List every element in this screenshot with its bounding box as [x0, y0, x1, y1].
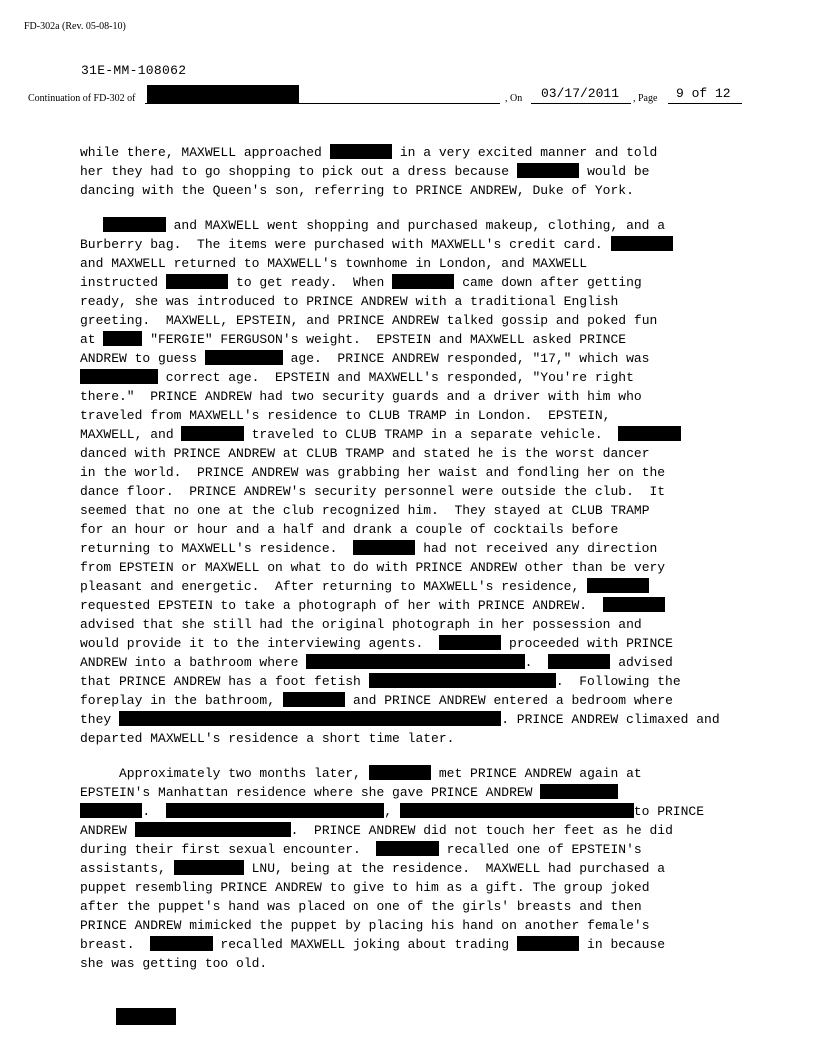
text-run — [80, 218, 103, 233]
text-run: ready, she was introduced to PRINCE ANDREW with a traditional English — [80, 294, 619, 309]
text-run: after the puppet's hand was placed on one of the girls' breasts and then — [80, 899, 642, 914]
text-run: in because — [579, 937, 666, 952]
text-run: pleasant and energetic. After returning to MAXWELL's residence, — [80, 579, 588, 594]
text-run: in the world. PRINCE ANDREW was grabbing her waist and fondling her on the — [80, 465, 666, 480]
redaction-block — [103, 331, 142, 346]
text-run: recalled one of EPSTEIN's — [438, 842, 642, 857]
paragraph — [80, 216, 745, 748]
text-run: recalled MAXWELL joking about trading — [212, 937, 517, 952]
text-run: PRINCE ANDREW mimicked the puppet by placing his hand on another female's — [80, 918, 650, 933]
redaction-block — [147, 85, 299, 103]
redaction-block — [150, 936, 212, 951]
text-run: Burberry bag. The items were purchased with MAXWELL's credit card. — [80, 237, 611, 252]
page-label: , Page — [633, 93, 658, 104]
text-run: LNU, being at the residence. MAXWELL had purchased a — [243, 861, 666, 876]
text-run: ANDREW into a bathroom where — [80, 655, 307, 670]
redaction-block — [80, 369, 158, 384]
redaction-block — [439, 635, 501, 650]
report-body — [80, 143, 745, 989]
text-run: and PRINCE ANDREW entered a bedroom where — [345, 693, 673, 708]
redaction-block — [369, 673, 556, 688]
text-run: to get ready. When — [228, 275, 393, 290]
text-run: EPSTEIN's Manhattan residence where she gave PRINCE ANDREW — [80, 785, 541, 800]
text-run: proceeded with PRINCE — [501, 636, 673, 651]
redaction-block — [392, 274, 454, 289]
text-run: would provide it to the interviewing agents. — [80, 636, 439, 651]
text-run: . — [142, 804, 166, 819]
redaction-block — [369, 765, 431, 780]
subject-underline — [145, 103, 500, 104]
paragraph — [80, 143, 745, 200]
page-underline — [668, 103, 742, 104]
redaction-block — [376, 841, 438, 856]
redaction-block — [119, 711, 501, 726]
text-run: danced with PRINCE ANDREW at CLUB TRAMP and stated he is the worst dancer — [80, 446, 650, 461]
text-run: traveled from MAXWELL's residence to CLUB TRAMP in London. EPSTEIN, — [80, 408, 611, 423]
on-label: , On — [505, 93, 523, 104]
text-run: she was getting too old. — [80, 956, 268, 971]
text-run: age. PRINCE ANDREW responded, "17," which was — [282, 351, 650, 366]
text-run: would be — [579, 164, 650, 179]
redaction-block — [166, 274, 228, 289]
redaction-block — [400, 803, 634, 818]
redaction-block — [205, 350, 283, 365]
redaction-block — [166, 803, 384, 818]
date-underline — [531, 103, 631, 104]
text-run: advised that she still had the original photograph in her possession and — [80, 617, 642, 632]
text-run: and MAXWELL went shopping and purchased makeup, clothing, and a — [165, 218, 666, 233]
text-run: instructed — [80, 275, 166, 290]
text-run: dance floor. PRINCE ANDREW's security personnel were outside the club. It — [80, 484, 666, 499]
text-run: from EPSTEIN or MAXWELL on what to do with PRINCE ANDREW other than be very — [80, 560, 666, 575]
text-run: breast. — [80, 937, 151, 952]
text-run: to PRINCE — [633, 804, 705, 819]
redaction-block — [540, 784, 618, 799]
text-run: ANDREW to guess — [80, 351, 205, 366]
text-run: came down after getting — [454, 275, 642, 290]
redaction-block — [330, 144, 392, 159]
text-run: at — [80, 332, 104, 347]
file-number: 31E-MM-108062 — [81, 63, 187, 78]
text-run: there." PRINCE ANDREW had two security guards and a driver with him who — [80, 389, 642, 404]
text-run: greeting. MAXWELL, EPSTEIN, and PRINCE ANDREW talked gossip and poked fun — [80, 313, 658, 328]
text-run: . — [524, 655, 549, 670]
text-run: . PRINCE ANDREW climaxed and — [501, 712, 720, 727]
text-run: Approximately two months later, — [80, 766, 369, 781]
text-run: they — [80, 712, 120, 727]
redaction-block — [306, 654, 524, 669]
redaction-block — [174, 860, 244, 875]
text-run: traveled to CLUB TRAMP in a separate vehicle. — [243, 427, 619, 442]
text-run: met PRINCE ANDREW again at — [431, 766, 642, 781]
paragraph — [80, 764, 745, 973]
text-run: MAXWELL, and — [80, 427, 182, 442]
text-run: correct age. EPSTEIN and MAXWELL's responded, "You're right — [158, 370, 634, 385]
text-run: , — [384, 804, 400, 819]
redaction-block — [611, 236, 673, 251]
text-run: ANDREW — [80, 823, 135, 838]
text-run: had not received any direction — [415, 541, 658, 556]
text-run: returning to MAXWELL's residence. — [80, 541, 354, 556]
redaction-block — [517, 936, 579, 951]
redaction-block — [135, 822, 291, 837]
redaction-block — [116, 1008, 176, 1025]
page-number: 9 of 12 — [676, 86, 731, 101]
text-run: during their first sexual encounter. — [80, 842, 377, 857]
text-run: in a very excited manner and told — [392, 145, 658, 160]
text-run: seemed that no one at the club recognized him. They stayed at CLUB TRAMP — [80, 503, 650, 518]
text-run: dancing with the Queen's son, referring to PRINCE ANDREW, Duke of York. — [80, 183, 634, 198]
text-run: departed MAXWELL's residence a short time later. — [80, 731, 455, 746]
redaction-block — [181, 426, 243, 441]
redaction-block — [548, 654, 610, 669]
text-run: and MAXWELL returned to MAXWELL's townhome in London, and MAXWELL — [80, 256, 588, 271]
text-run: assistants, — [80, 861, 174, 876]
text-run: . Following the — [555, 674, 681, 689]
redaction-block — [618, 426, 680, 441]
redaction-block — [587, 578, 649, 593]
report-date: 03/17/2011 — [541, 86, 620, 101]
text-run: advised — [610, 655, 673, 670]
redaction-block — [603, 597, 665, 612]
redaction-block — [517, 163, 579, 178]
form-identifier: FD-302a (Rev. 05-08-10) — [24, 21, 126, 32]
text-run: her they had to go shopping to pick out a dress because — [80, 164, 517, 179]
redaction-block — [353, 540, 415, 555]
text-run: requested EPSTEIN to take a photograph of her with PRINCE ANDREW. — [80, 598, 603, 613]
text-run: while there, MAXWELL approached — [80, 145, 330, 160]
text-run: puppet resembling PRINCE ANDREW to give to him as a gift. The group joked — [80, 880, 650, 895]
redaction-block — [103, 217, 165, 232]
text-run: "FERGIE" FERGUSON's weight. EPSTEIN and MAXWELL asked PRINCE — [142, 332, 627, 347]
text-run: . PRINCE ANDREW did not touch her feet as he did — [290, 823, 673, 838]
text-run: that PRINCE ANDREW has a foot fetish — [80, 674, 369, 689]
continuation-row — [28, 84, 788, 106]
text-run: for an hour or hour and a half and drank a couple of cocktails before — [80, 522, 619, 537]
continuation-label: Continuation of FD-302 of — [28, 93, 136, 104]
text-run: foreplay in the bathroom, — [80, 693, 283, 708]
redaction-block — [80, 803, 142, 818]
redaction-block — [283, 692, 345, 707]
